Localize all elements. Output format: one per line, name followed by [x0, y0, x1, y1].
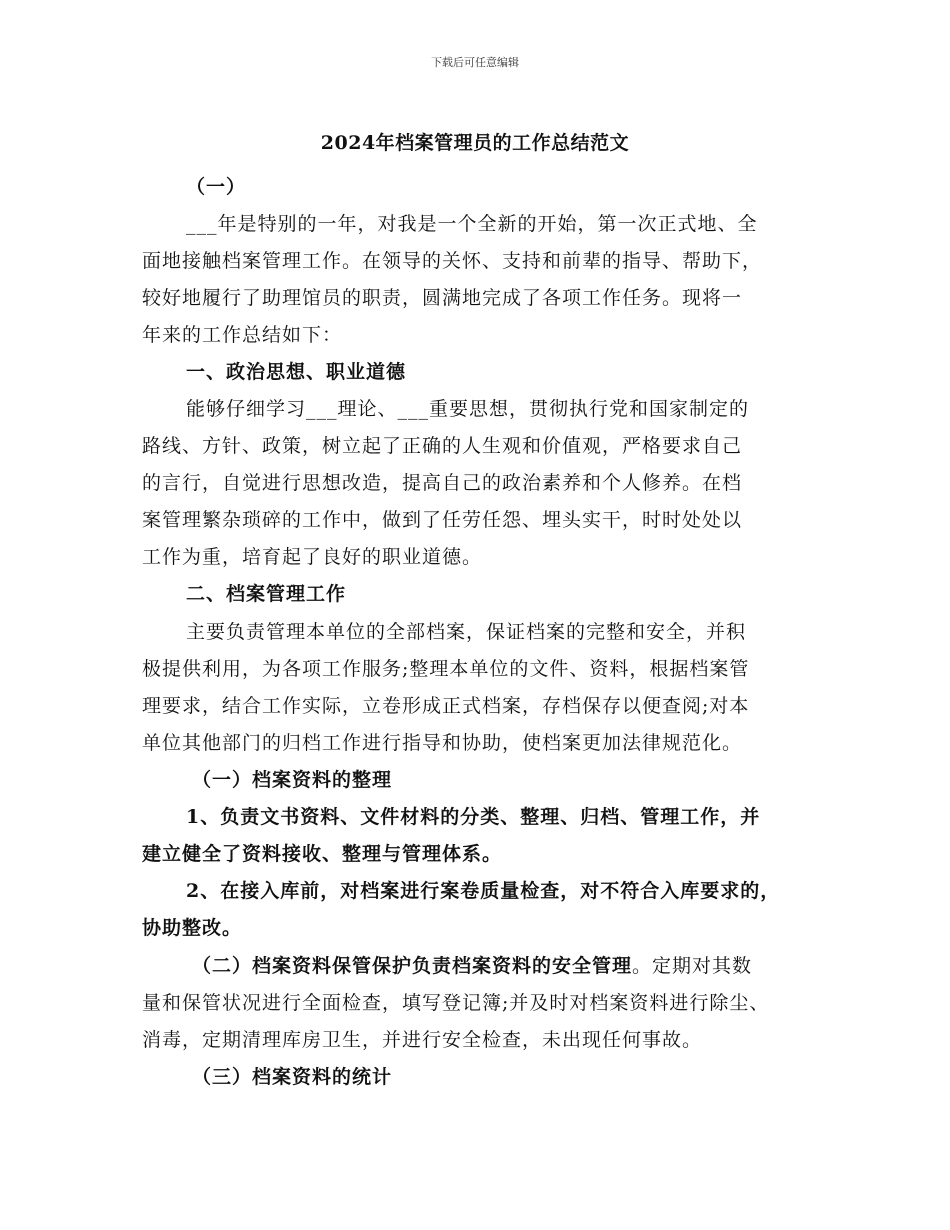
subsection-heading-organize: （一）档案资料的整理 [192, 769, 393, 791]
list-item-continued: 建立健全了资料接收、整理与管理体系。 [142, 843, 503, 865]
paragraph-line: 极提供利用，为各项工作服务;整理本单位的文件、资料，根据档案管 [142, 658, 750, 680]
paragraph-line: 主要负责管理本单位的全部档案，保证档案的完整和安全，并积 [186, 621, 747, 643]
subsection-heading-storage-bold: （二）档案资料保管保护负责档案资料的安全管理 [192, 955, 633, 977]
paragraph-line: 案管理繁杂琐碎的工作中，做到了任劳任怨、埋头实干，时时处处以 [142, 509, 743, 531]
paragraph-line: 量和保管状况进行全面检查，填写登记簿;并及时对档案资料进行除尘、 [142, 992, 770, 1014]
section-heading-archive-work: 二、档案管理工作 [186, 583, 347, 605]
section-heading-politics: 一、政治思想、职业道德 [186, 361, 407, 383]
subsection-heading-storage-rest: 。定期对其数 [632, 955, 753, 977]
paragraph-line: 单位其他部门的归档工作进行指导和协助，使档案更加法律规范化。 [142, 732, 743, 754]
paragraph-line: 工作为重，培育起了良好的职业道德。 [142, 546, 483, 568]
subsection-heading-storage [192, 954, 752, 978]
paragraph-line: ___年是特别的一年，对我是一个全新的开始，第一次正式地、全 [186, 213, 758, 235]
page-header-note: 下载后可任意编辑 [431, 56, 519, 69]
paragraph-line: 面地接触档案管理工作。在领导的关怀、支持和前辈的指导、帮助下， [142, 250, 763, 272]
intro-section-marker: （一） [186, 176, 247, 198]
paragraph-line: 较好地履行了助理馆员的职责，圆满地完成了各项工作任务。现将一 [142, 287, 743, 309]
paragraph-line: 路线、方针、政策，树立起了正确的人生观和价值观，严格要求自己 [142, 435, 743, 457]
paragraph-line: 能够仔细学习___理论、___重要思想，贯彻执行党和国家制定的 [186, 398, 750, 420]
paragraph-line: 年来的工作总结如下： [142, 324, 343, 346]
document-title: 2024年档案管理员的工作总结范文 [320, 132, 630, 154]
subsection-heading-statistics: （三）档案资料的统计 [192, 1066, 393, 1088]
paragraph-line: 消毒，定期清理库房卫生，并进行安全检查，未出现任何事故。 [142, 1029, 703, 1051]
list-item: 2、在接入库前，对档案进行案卷质量检查，对不符合入库要求的， [186, 880, 781, 902]
list-item-continued: 协助整改。 [142, 917, 243, 939]
paragraph-line: 理要求，结合工作实际，立卷形成正式档案，存档保存以便查阅;对本 [142, 695, 750, 717]
paragraph-line: 的言行，自觉进行思想改造，提高自己的政治素养和个人修养。在档 [142, 472, 743, 494]
list-item: 1、负责文书资料、文件材料的分类、整理、归档、管理工作，并 [186, 806, 761, 828]
